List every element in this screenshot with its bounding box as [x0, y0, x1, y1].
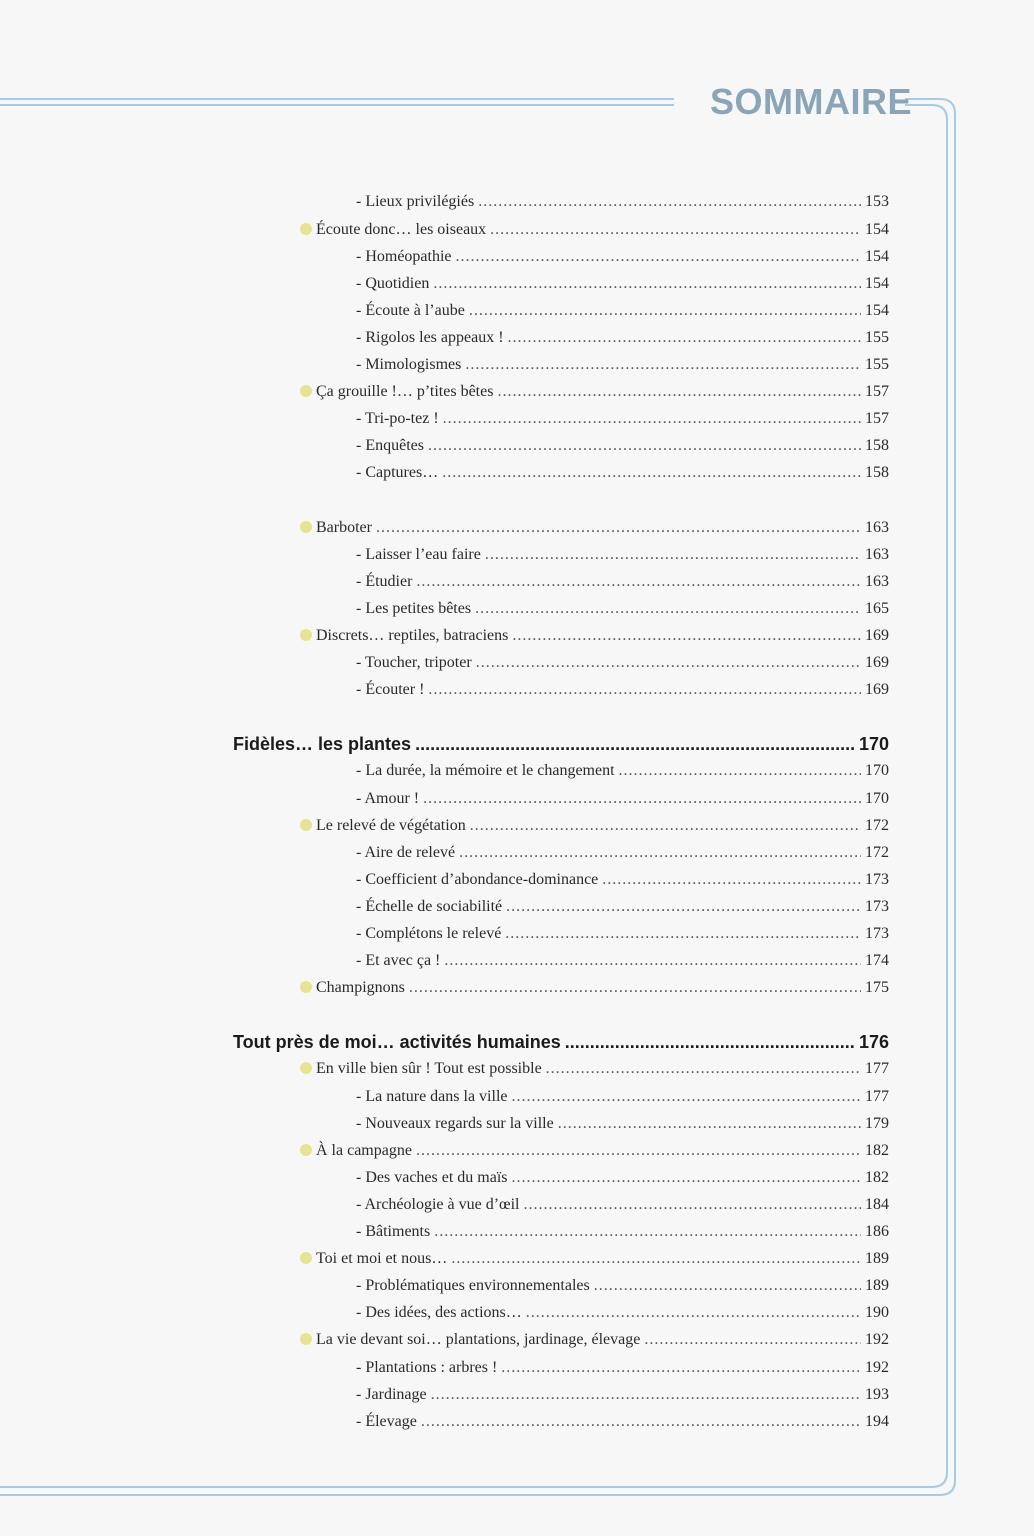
toc-page-number: 154	[865, 248, 889, 265]
dot-leader	[490, 220, 861, 240]
toc-page-number: 154	[865, 275, 889, 292]
dot-leader	[376, 518, 861, 538]
toc-page-number: 189	[865, 1277, 889, 1294]
toc-entry-title: - Captures…	[356, 464, 439, 481]
toc-entry-title: Fidèles… les plantes	[233, 734, 412, 754]
toc-sub	[356, 1303, 889, 1323]
bullet-dot-icon	[300, 1252, 312, 1264]
toc-entry-title: - Plantations : arbres !	[356, 1359, 498, 1376]
toc-sub	[356, 1168, 889, 1188]
toc-page-number: 163	[865, 546, 889, 563]
dot-leader	[433, 274, 861, 294]
toc-sub	[356, 1087, 889, 1107]
toc-sub	[356, 247, 889, 267]
toc-entry-title: - Des vaches et du maïs	[356, 1169, 508, 1186]
dot-leader	[428, 436, 861, 456]
toc-page-number: 170	[858, 734, 889, 754]
dot-leader	[644, 1330, 861, 1350]
dot-leader	[423, 789, 861, 809]
dot-leader	[602, 870, 861, 890]
dot-leader	[421, 1412, 861, 1432]
toc-sub	[356, 409, 889, 429]
toc-page-number: 158	[865, 464, 889, 481]
bullet-dot-icon	[300, 385, 312, 397]
toc-page-number: 184	[865, 1196, 889, 1213]
bullet-dot-icon	[300, 981, 312, 993]
toc-entry-title: - Tri-po-tez !	[356, 410, 439, 427]
dot-leader	[476, 653, 861, 673]
toc-page-number: 169	[865, 681, 889, 698]
toc-page-number: 182	[865, 1169, 889, 1186]
toc-page-number: 192	[865, 1359, 889, 1376]
toc-item	[316, 382, 889, 402]
bullet-dot-icon	[300, 521, 312, 533]
toc-page-number: 193	[865, 1386, 889, 1403]
toc-page-number: 154	[865, 302, 889, 319]
toc-page-number: 158	[865, 437, 889, 454]
toc-entry-title: Tout près de moi… activités humaines	[233, 1032, 561, 1052]
toc-entry-title: - Aire de relevé	[356, 844, 456, 861]
dot-leader	[416, 1141, 861, 1161]
toc-chapter	[233, 733, 889, 755]
toc-sub	[356, 463, 889, 483]
toc-page-number: 182	[865, 1142, 889, 1159]
toc-page-number: 155	[865, 329, 889, 346]
toc-entry-title: Barboter	[316, 519, 372, 536]
dot-leader	[512, 1087, 862, 1107]
toc-sub	[356, 436, 889, 456]
toc-sub	[356, 355, 889, 375]
toc-entry-title: Toi et moi et nous…	[316, 1250, 448, 1267]
toc-entry-title: Champignons	[316, 979, 405, 996]
toc-entry-title: - Élevage	[356, 1413, 417, 1430]
toc-sub	[356, 924, 889, 944]
toc-sub	[356, 1412, 889, 1432]
toc-page-number: 165	[865, 600, 889, 617]
toc-page-number: 186	[865, 1223, 889, 1240]
toc-entry-title: - La durée, la mémoire et le changement	[356, 762, 615, 779]
toc-entry-title: Discrets… reptiles, batraciens	[316, 627, 509, 644]
toc-item	[316, 220, 889, 240]
toc-item	[316, 626, 889, 646]
toc-entry-title: - Enquêtes	[356, 437, 424, 454]
dot-leader	[456, 247, 861, 267]
dot-leader	[526, 1303, 861, 1323]
toc-page-number: 175	[865, 979, 889, 996]
toc-item	[316, 1330, 889, 1350]
toc-entry-title: - Étudier	[356, 573, 413, 590]
dot-leader	[497, 382, 861, 402]
toc-entry-title: - Nouveaux regards sur la ville	[356, 1115, 554, 1132]
toc-chapter	[233, 1031, 889, 1053]
toc-entry-title: - Bâtiments	[356, 1223, 431, 1240]
toc-sub	[356, 1358, 889, 1378]
dot-leader	[508, 328, 861, 348]
toc-page-number: 174	[865, 952, 889, 969]
toc-page-number: 172	[865, 817, 889, 834]
toc-sub	[356, 843, 889, 863]
dot-leader	[431, 1385, 861, 1405]
toc-entry-title: - Lieux privilégiés	[356, 193, 475, 210]
toc-entry-title: - Mimologismes	[356, 356, 462, 373]
toc-sub	[356, 897, 889, 917]
dot-leader	[451, 1249, 861, 1269]
toc-item	[316, 978, 889, 998]
toc-sub	[356, 761, 889, 781]
toc-page-number: 176	[858, 1032, 889, 1052]
dot-leader	[501, 1358, 861, 1378]
toc-entry-title: - La nature dans la ville	[356, 1088, 508, 1105]
toc-sub	[356, 1385, 889, 1405]
toc-entry-title: - Écouter !	[356, 681, 425, 698]
toc-sub	[356, 789, 889, 809]
toc-entry-title: À la campagne	[316, 1142, 412, 1159]
bullet-dot-icon	[300, 1144, 312, 1156]
toc-sub	[356, 328, 889, 348]
toc-page-number: 177	[865, 1088, 889, 1105]
toc-page-number: 155	[865, 356, 889, 373]
toc-page-number: 154	[865, 221, 889, 238]
dot-leader	[470, 816, 861, 836]
toc-entry-title: Ça grouille !… p’tites bêtes	[316, 383, 494, 400]
dot-leader	[434, 1222, 861, 1242]
dot-leader	[594, 1276, 861, 1296]
toc-entry-title: - Les petites bêtes	[356, 600, 472, 617]
toc-page-number: 173	[865, 925, 889, 942]
toc-page-number: 169	[865, 627, 889, 644]
toc-entry-title: - Laisser l’eau faire	[356, 546, 481, 563]
toc-entry-title: - Problématiques environnementales	[356, 1277, 590, 1294]
toc-item	[316, 1059, 889, 1079]
toc-sub	[356, 870, 889, 890]
toc-page-number: 192	[865, 1331, 889, 1348]
toc-page-number: 189	[865, 1250, 889, 1267]
toc-sub	[356, 1195, 889, 1215]
toc-entry-title: Écoute donc… les oiseaux	[316, 221, 487, 238]
dot-leader	[409, 978, 861, 998]
toc-entry-title: - Homéopathie	[356, 248, 452, 265]
toc-sub	[356, 301, 889, 321]
toc-page-number: 177	[865, 1060, 889, 1077]
dot-leader	[478, 192, 861, 212]
toc-page-number: 179	[865, 1115, 889, 1132]
bullet-dot-icon	[300, 629, 312, 641]
toc-entry-title: - Rigolos les appeaux !	[356, 329, 504, 346]
dot-leader	[415, 733, 855, 755]
toc-sub	[356, 951, 889, 971]
dot-leader	[469, 301, 861, 321]
dot-leader	[506, 897, 861, 917]
toc-entry-title: - Complétons le relevé	[356, 925, 502, 942]
dot-leader	[416, 572, 861, 592]
toc-entry-title: Le relevé de végétation	[316, 817, 466, 834]
toc-entry-title: - Quotidien	[356, 275, 430, 292]
toc-page-number: 157	[865, 383, 889, 400]
toc-entry-title: En ville bien sûr ! Tout est possible	[316, 1060, 542, 1077]
toc-sub	[356, 1222, 889, 1242]
dot-leader	[428, 680, 861, 700]
toc-page-number: 170	[865, 762, 889, 779]
dot-leader	[443, 409, 861, 429]
toc-entry-title: - Écoute à l’aube	[356, 302, 465, 319]
toc-sub	[356, 599, 889, 619]
page-title: SOMMAIRE	[710, 81, 912, 122]
toc-page-number: 190	[865, 1304, 889, 1321]
dot-leader	[524, 1195, 862, 1215]
dot-leader	[512, 626, 861, 646]
toc-page-number: 170	[865, 790, 889, 807]
dot-leader	[459, 843, 861, 863]
toc-page-number: 173	[865, 898, 889, 915]
toc-page-number: 173	[865, 871, 889, 888]
toc-page-number: 194	[865, 1413, 889, 1430]
bullet-dot-icon	[300, 1333, 312, 1345]
dot-leader	[465, 355, 861, 375]
toc-entry-title: - Toucher, tripoter	[356, 654, 472, 671]
toc-page-number: 172	[865, 844, 889, 861]
toc-entry-title: - Et avec ça !	[356, 952, 441, 969]
dot-leader	[565, 1031, 855, 1053]
dot-leader	[485, 545, 861, 565]
toc-entry-title: La vie devant soi… plantations, jardinage, élevage	[316, 1331, 641, 1348]
toc-item	[316, 518, 889, 538]
toc-sub	[356, 1114, 889, 1134]
toc-sub	[356, 1276, 889, 1296]
toc-sub	[356, 192, 889, 212]
toc-page-number: 169	[865, 654, 889, 671]
bullet-dot-icon	[300, 223, 312, 235]
dot-leader	[505, 924, 861, 944]
dot-leader	[558, 1114, 861, 1134]
dot-leader	[475, 599, 861, 619]
bullet-dot-icon	[300, 819, 312, 831]
toc-entry-title: - Des idées, des actions…	[356, 1304, 522, 1321]
dot-leader	[546, 1059, 861, 1079]
toc-page-number: 163	[865, 573, 889, 590]
dot-leader	[442, 463, 861, 483]
dot-leader	[444, 951, 861, 971]
toc-sub	[356, 653, 889, 673]
toc-page-number: 157	[865, 410, 889, 427]
toc-sub	[356, 572, 889, 592]
toc-item	[316, 816, 889, 836]
toc-entry-title: - Coefficient d’abondance-dominance	[356, 871, 599, 888]
dot-leader	[619, 761, 861, 781]
toc-sub	[356, 680, 889, 700]
toc-page-number: 163	[865, 519, 889, 536]
toc-entry-title: - Archéologie à vue d’œil	[356, 1196, 520, 1213]
toc-item	[316, 1141, 889, 1161]
bullet-dot-icon	[300, 1062, 312, 1074]
toc-sub	[356, 274, 889, 294]
toc-entry-title: - Échelle de sociabilité	[356, 898, 503, 915]
dot-leader	[512, 1168, 861, 1188]
toc-page-number: 153	[865, 193, 889, 210]
toc-entry-title: - Jardinage	[356, 1386, 427, 1403]
toc-sub	[356, 545, 889, 565]
toc-entry-title: - Amour !	[356, 790, 420, 807]
toc-item	[316, 1249, 889, 1269]
